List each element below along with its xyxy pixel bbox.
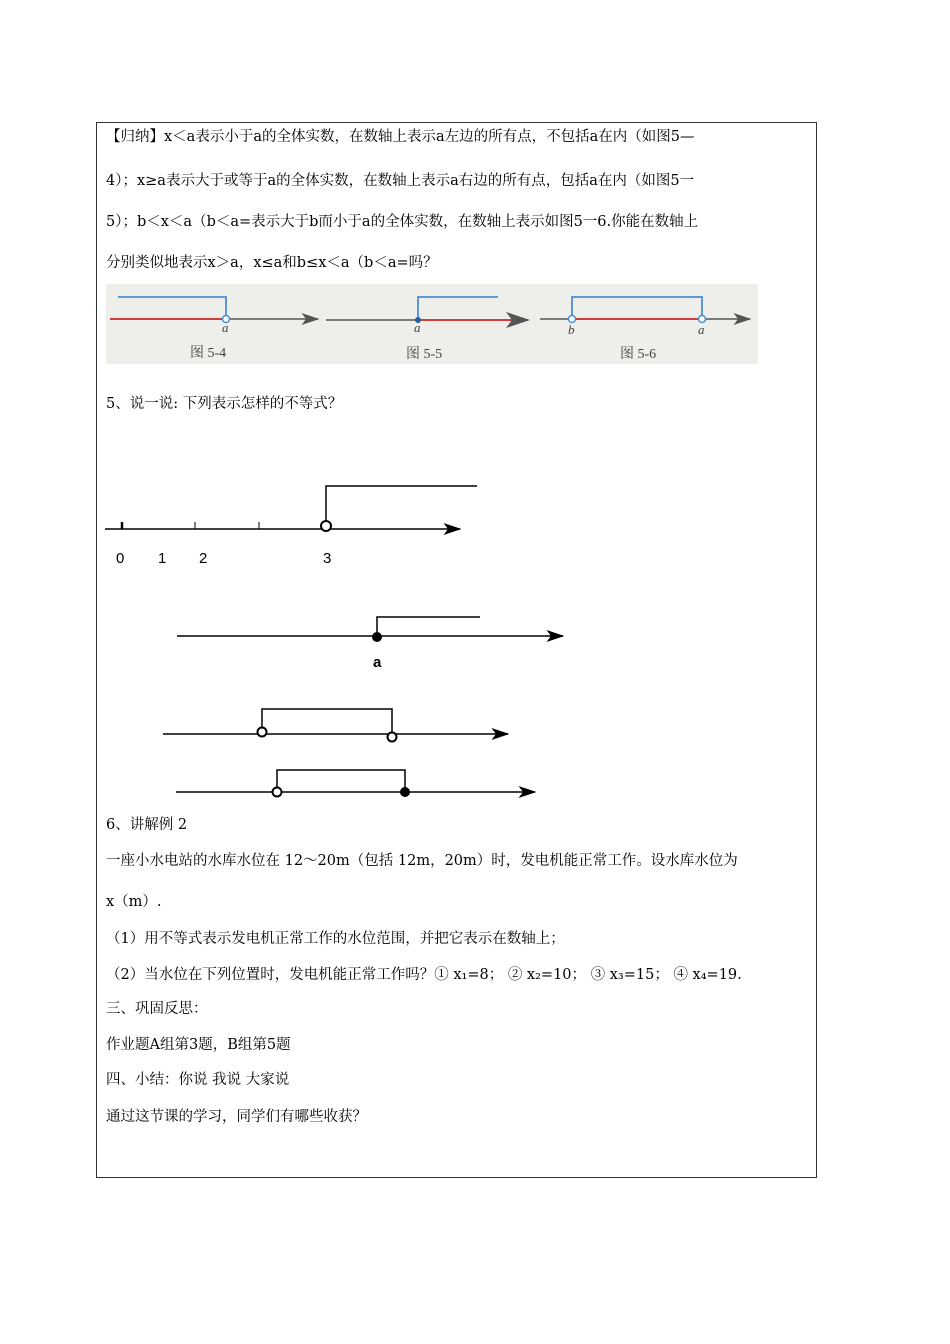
point-label-a: a bbox=[373, 654, 382, 671]
guina-line-1: 【归纳】x＜a表示小于a的全体实数，在数轴上表示a左边的所有点，不包括a在内（如图5— bbox=[106, 129, 695, 145]
example-paragraph-1: 一座小水电站的水库水位在 12～20m（包括 12m，20m）时，发电机能正常工作。设水库水位为 bbox=[106, 853, 738, 869]
figure-5-4 bbox=[110, 297, 318, 323]
answer-option-3: ③ x₃=15； bbox=[590, 967, 669, 983]
fig-5-5-caption: 图 5-5 bbox=[406, 347, 443, 362]
number-line-1 bbox=[105, 486, 477, 531]
section-4-text: 通过这节课的学习，同学们有哪些收获？ bbox=[106, 1109, 367, 1125]
figure-5-5 bbox=[326, 297, 528, 323]
section-5-heading: 5、说一说: 下列表示怎样的不等式？ bbox=[106, 396, 343, 412]
tick-label-1: 1 bbox=[158, 550, 167, 567]
guina-line-4: 分别类似地表示x＞a，x≤a和b≤x＜a（b＜a=吗？ bbox=[106, 255, 438, 271]
guina-line-2: 4）；x≥a表示大于或等于a的全体实数，在数轴上表示a右边的所有点，包括a在内（如图5一 bbox=[106, 173, 695, 189]
answer-option-2: ② x₂=10； bbox=[507, 967, 587, 983]
closed-point-a bbox=[372, 632, 382, 642]
number-line-2 bbox=[177, 617, 563, 642]
fig-5-6-label-a: a bbox=[698, 322, 705, 337]
tick-label-3: 3 bbox=[323, 550, 332, 567]
section-4-heading: 四、小结：你说 我说 大家说 bbox=[106, 1072, 290, 1088]
guina-line-3: 5）；b＜x＜a（b＜a=表示大于b而小于a的全体实数，在数轴上表示如图5一6.你能在数轴上 bbox=[106, 214, 699, 230]
tick-label-0: 0 bbox=[116, 550, 125, 567]
number-line-3 bbox=[163, 709, 508, 742]
open-point-right bbox=[388, 733, 397, 742]
open-point-3 bbox=[321, 521, 331, 531]
fig-5-6-caption: 图 5-6 bbox=[620, 347, 657, 362]
fig-5-4-label-a: a bbox=[222, 320, 229, 335]
question-2 bbox=[106, 965, 742, 985]
question-2-prefix: （2）当水位在下列位置时，发电机能正常工作吗？ bbox=[106, 967, 435, 983]
figure-5-6 bbox=[540, 297, 750, 323]
open-point-left bbox=[258, 728, 267, 737]
question-1: （1）用不等式表示发电机正常工作的水位范围，并把它表示在数轴上； bbox=[106, 931, 565, 947]
fig-5-5-label-a: a bbox=[414, 320, 421, 335]
fig-5-6-label-b: b bbox=[568, 322, 575, 337]
fig-5-4-caption: 图 5-4 bbox=[190, 346, 227, 361]
section-3-heading: 三、巩固反思： bbox=[106, 1001, 208, 1017]
section-6-heading: 6、讲解例 2 bbox=[106, 817, 188, 833]
example-paragraph-2: x（m）. bbox=[106, 894, 162, 910]
answer-option-1: ① x₁=8； bbox=[434, 967, 504, 983]
answer-option-4: ④ x₄=19. bbox=[673, 967, 742, 983]
number-line-4 bbox=[176, 770, 535, 797]
closed-point-right bbox=[400, 787, 410, 797]
section-3-text: 作业题A组第3题，B组第5题 bbox=[106, 1037, 291, 1053]
open-point-left bbox=[273, 788, 282, 797]
tick-label-2: 2 bbox=[199, 550, 208, 567]
